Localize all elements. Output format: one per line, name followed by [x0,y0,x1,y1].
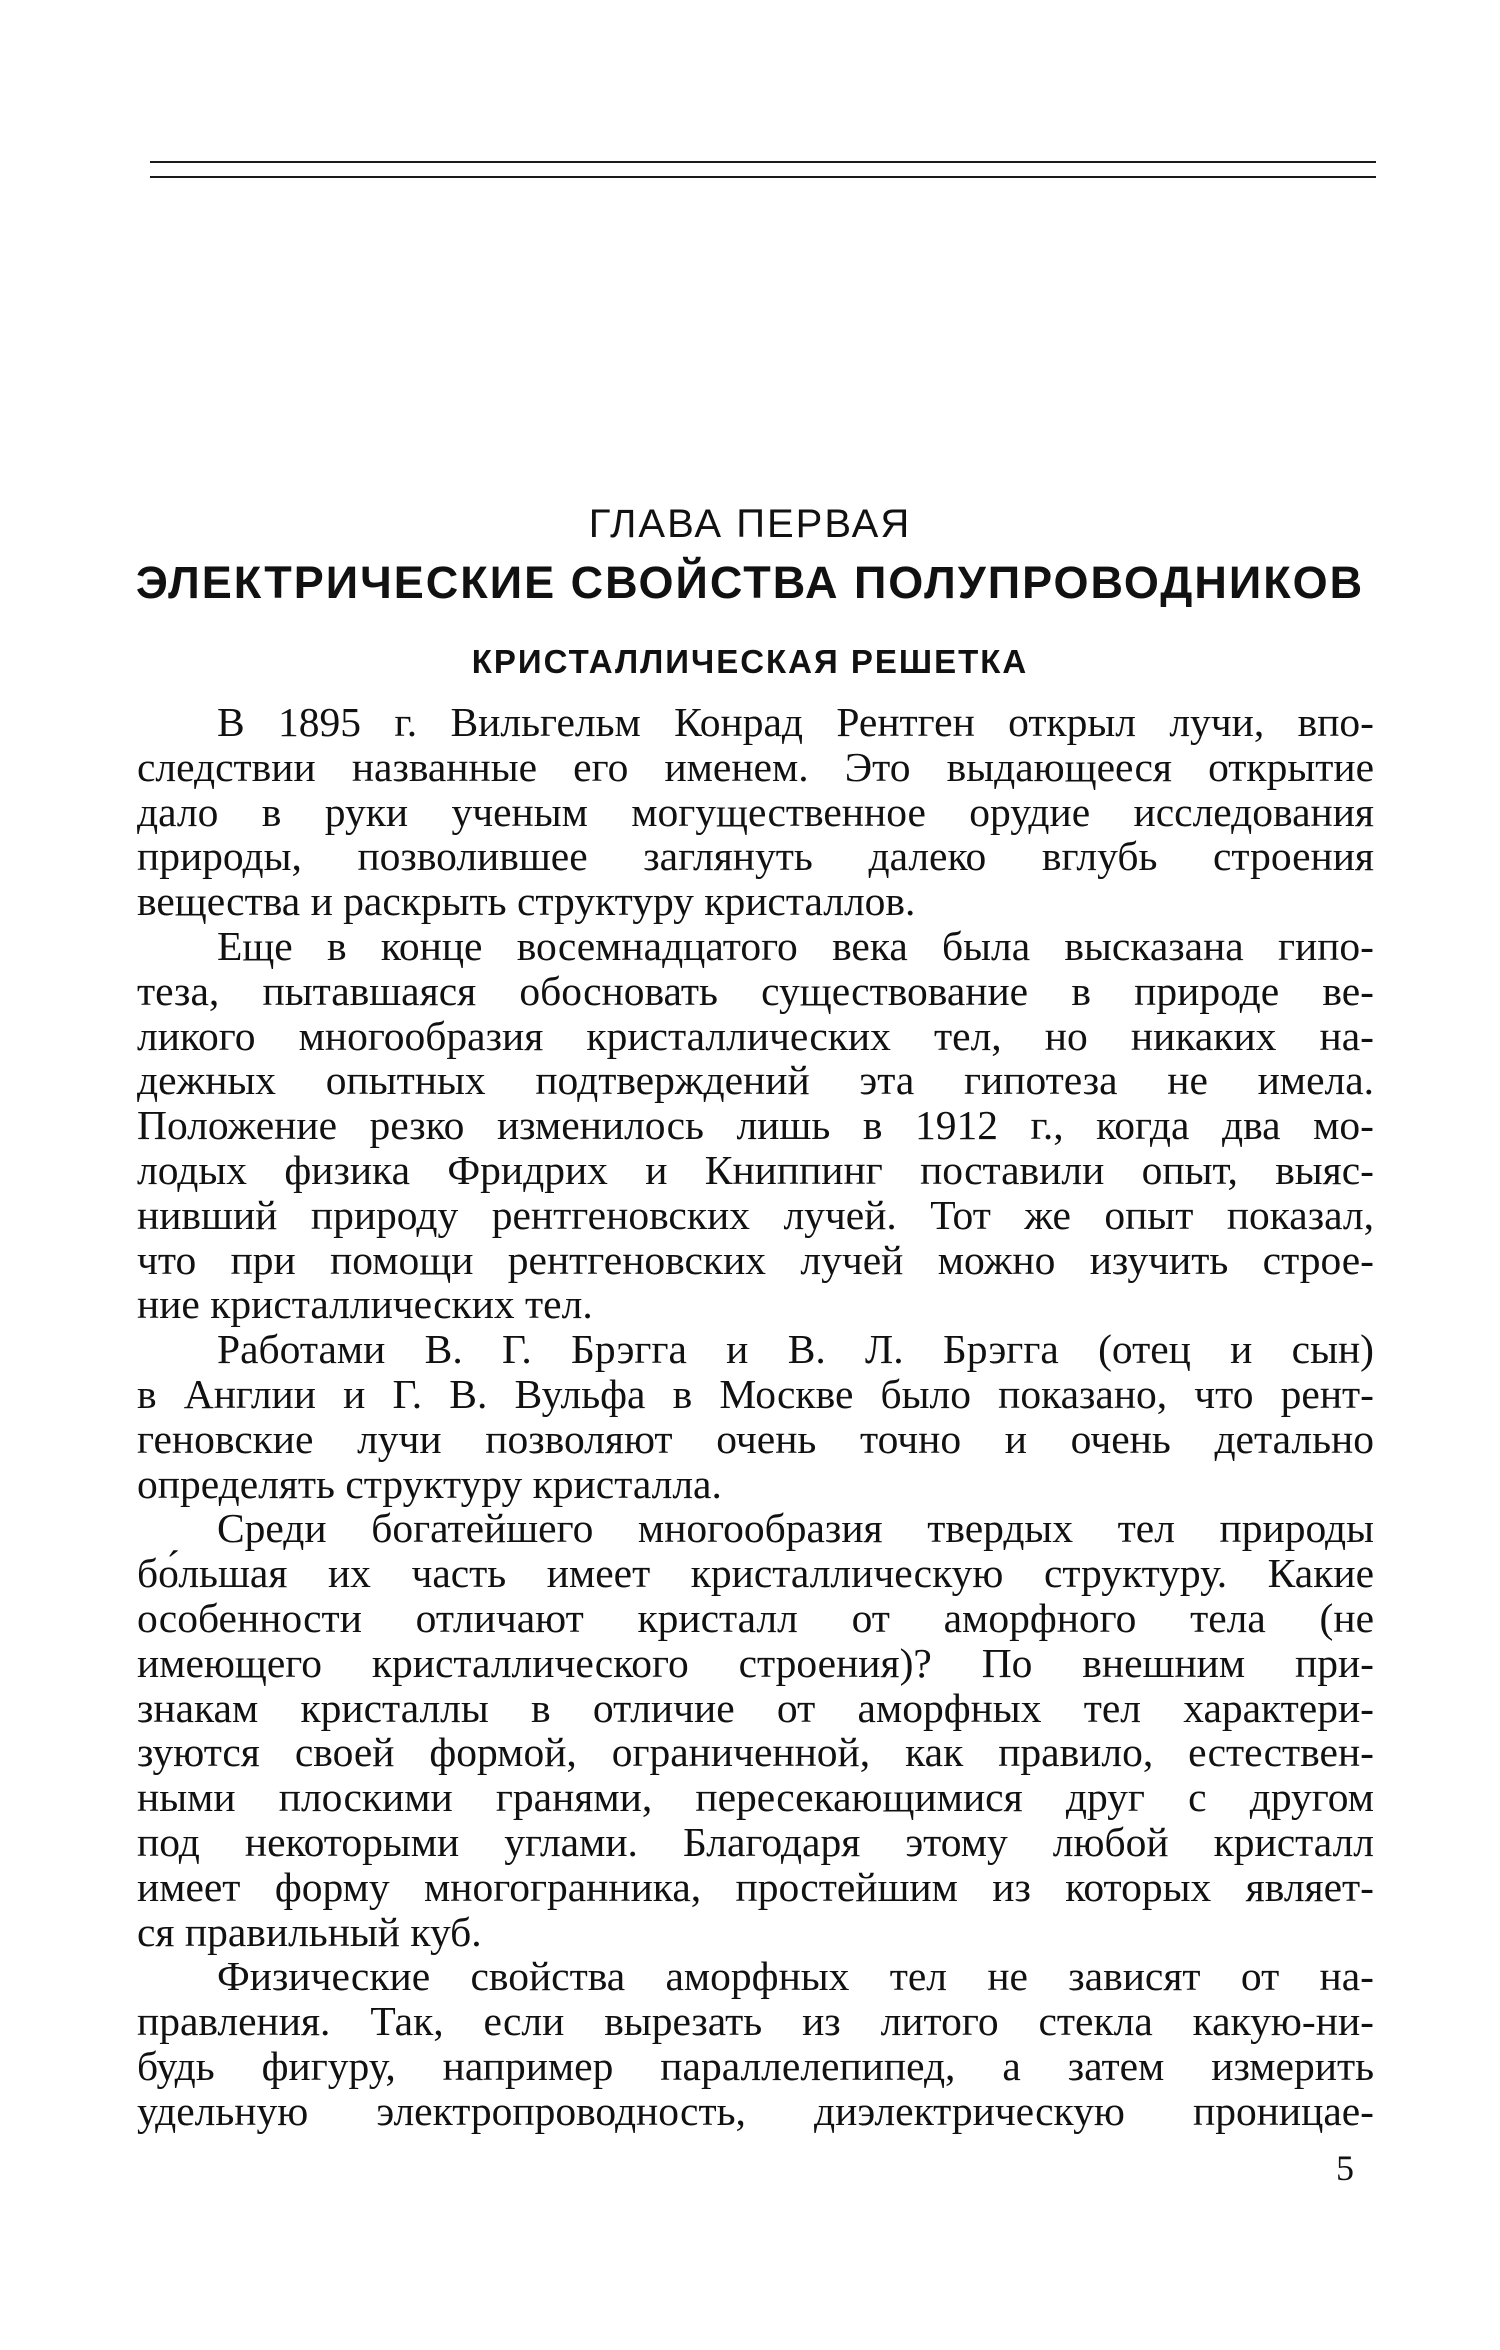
text-line: природы, позволившее заглянуть далеко вглубь строения [137,833,1374,880]
header-rule-bottom [150,176,1376,178]
paragraph-2 [137,924,1374,1327]
text-line: ся правильный куб. [137,1908,482,1955]
text-line: ние кристаллических тел. [137,1281,593,1328]
text-line: в Англии и Г. В. Вульфа в Москве было показано, что рент- [137,1370,1374,1417]
text-line: вещества и раскрыть структуру кристаллов. [137,878,916,925]
text-line: лодых физика Фридрих и Книппинг поставили опыт, выяс- [137,1146,1374,1193]
text-line: имеет форму многогранника, простейшим из которых являет- [137,1863,1374,1910]
text-line: теза, пытавшаяся обосновать существование в природе ве- [137,967,1374,1014]
paragraph-1 [137,700,1374,924]
section-title: КРИСТАЛЛИЧЕСКАЯ РЕШЕТКА [471,643,1029,680]
text-line: знакам кристаллы в отличие от аморфных тел характери- [137,1684,1374,1731]
text-line: ликого многообразия кристаллических тел, но никаких на- [137,1012,1374,1059]
text-line: Еще в конце восемнадцатого века была высказана гипо- [217,922,1374,969]
text-line: Положение резко изменилось лишь в 1912 г., когда два мо- [137,1102,1374,1149]
text-line: геновские лучи позволяют очень точно и очень детально [137,1415,1374,1462]
text-line: удельную электропроводность, диэлектрическую проницае- [137,2087,1374,2134]
text-line: Работами В. Г. Брэгга и В. Л. Брэгга (отец и сын) [217,1326,1374,1373]
text-line: будь фигуру, например параллелепипед, а затем измерить [137,2042,1374,2089]
paragraph-4 [137,1506,1374,1954]
header-rule-top [150,161,1376,163]
text-line: нивший природу рентгеновских лучей. Тот же опыт показал, [137,1191,1374,1238]
text-line: определять структуру кристалла. [137,1460,722,1507]
text-line: бо́льшая их часть имеет кристаллическую структуру. Какие [137,1550,1374,1597]
paragraph-3 [137,1327,1374,1506]
text-line: дежных опытных подтверждений эта гипотеза не имела. [137,1057,1374,1104]
text-line: ными плоскими гранями, пересекающимися друг с другом [137,1774,1374,1821]
text-line: что при помощи рентгеновских лучей можно изучить строе- [137,1236,1374,1283]
text-line: В 1895 г. Вильгельм Конрад Рентген открыл лучи, впо- [217,699,1374,745]
text-line: Физические свойства аморфных тел не зависят от на- [217,1953,1374,2000]
text-line: Среди богатейшего многообразия твердых тел природы [217,1505,1374,1552]
text-line: следствии названные его именем. Это выдающееся открытие [137,743,1374,790]
body-text [137,700,1374,2134]
text-line: под некоторыми углами. Благодаря этому любой кристалл [137,1818,1374,1865]
text-line: имеющего кристаллического строения)? По внешним при- [137,1639,1374,1686]
chapter-title: ЭЛЕКТРИЧЕСКИЕ СВОЙСТВА ПОЛУПРОВОДНИКОВ [135,557,1365,608]
text-line: правления. Так, если вырезать из литого стекла какую-ни- [137,1998,1374,2045]
page-number: 5 [1336,2148,1354,2188]
text-line: особенности отличают кристалл от аморфного тела (не [137,1594,1374,1641]
text-line: зуются своей формой, ограниченной, как правило, естествен- [137,1729,1374,1776]
text-line: дало в руки ученым могущественное орудие исследования [137,788,1374,835]
chapter-label: ГЛАВА ПЕРВАЯ [588,502,912,546]
paragraph-5 [137,1954,1374,2133]
